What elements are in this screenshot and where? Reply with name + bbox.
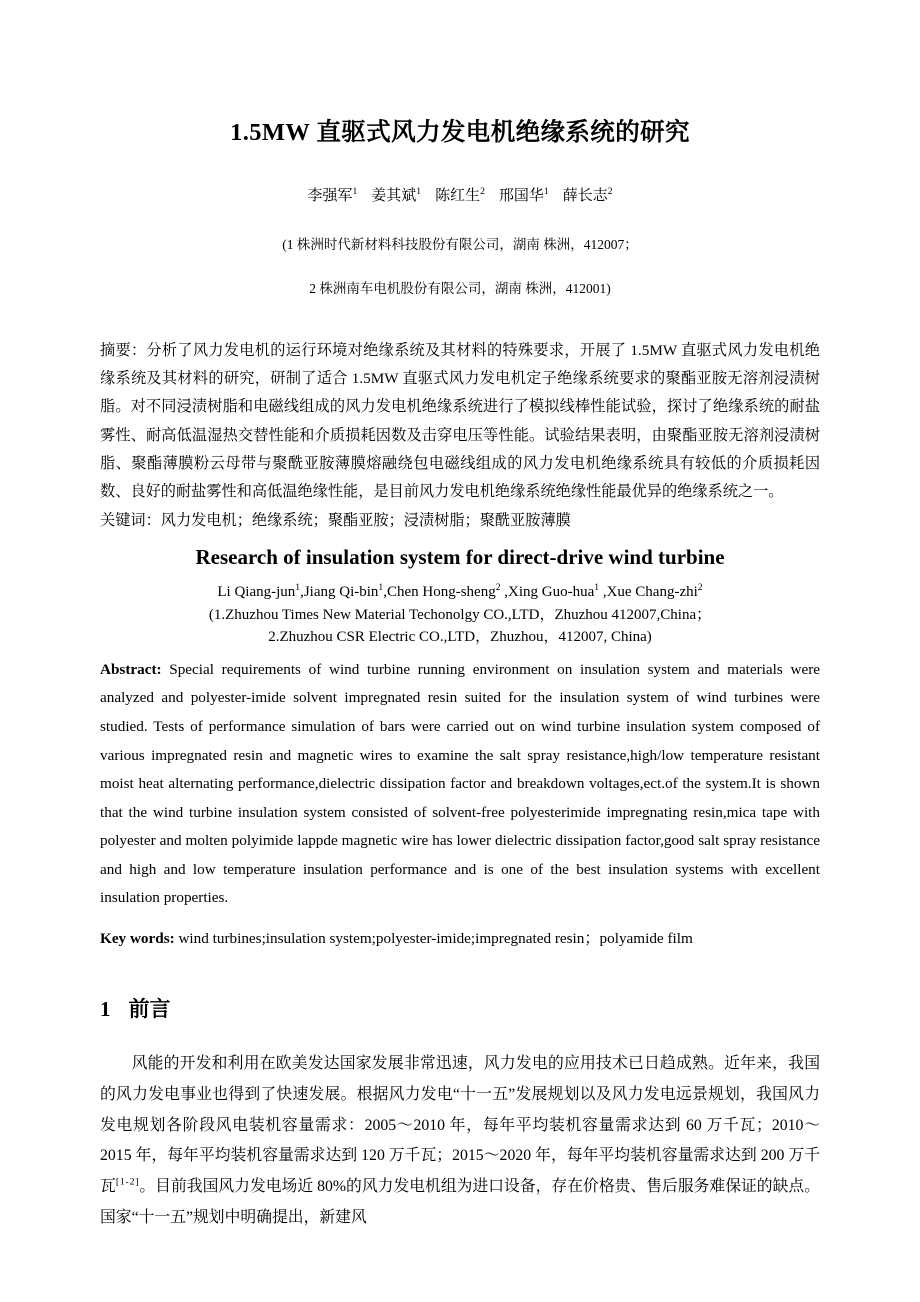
author-name: 姜其斌	[371, 187, 417, 204]
author-affiliation-marker: 1	[543, 185, 549, 197]
author-name: 薛长志	[562, 187, 608, 204]
author-entry	[498, 185, 549, 204]
english-title: Research of insulation system for direct-drive wind turbine	[195, 544, 725, 569]
author-name: 陈红生	[435, 187, 481, 204]
author-affiliation-marker: 1	[416, 185, 422, 197]
abstract-text: Special requirements of wind turbine running environment on insulation system and materials were analyzed and polyester-imide solvent impregnated resin suited for the insulation system of wind turbines were studied. Tests of performance simulation of bars were carried out on wind turbine insulation system composed of various impregnated resin and magnetic wires to examine the salt spray resistance,high/low temperature resistant moist heat alternating performance,dielectric dissipation factor and breakdown voltages,ect.of the system.It is shown that the wind turbine insulation system consisted of solvent-free polyesterimide impregnating resin,mica tape with polyester and molten polyimide lappde magnetic wire has lower dielectric dissipation factor,good salt spray resistance and high and low temperature insulation performance and is one of the best insulation systems with excellent insulation properties.	[100, 660, 820, 907]
author-affiliation-marker: 1	[594, 582, 600, 594]
english-author-list: Li Qiang-jun$^1$,Jiang Qi-bin$^1$,Chen Hong-sheng$^2$ ,Xing Guo-hua$^1$ ,Xue Chang-zhi$^2$	[217, 582, 703, 601]
author-entry	[304, 584, 383, 600]
author-entry	[387, 584, 501, 600]
author-entry	[217, 584, 300, 600]
english-affiliation-1: (1.Zhuzhou Times New Material Techonolgy CO.,LTD，Zhuzhou 412007,China；	[208, 606, 712, 623]
author-entry	[508, 584, 599, 600]
section-heading-1	[100, 954, 820, 1023]
chinese-abstract: 摘要：分析了风力发电机的运行环境对绝缘系统及其材料的特殊要求，开展了 1.5MW 直驱式风力发电机绝缘系统及其材料的研究，研制了适合 1.5MW 直驱式风力发电机定子绝缘系统要求的聚酯亚胺无溶剂浸渍树脂。对不同浸渍树脂和电磁线组成的风力发电机绝缘系统进行了模拟线棒性能试验，探讨了绝缘系统的耐盐雾性、耐高低温湿热交替性能和介质损耗因数及击穿电压等性能。试验结果表明，由聚酯亚胺无溶剂浸渍树脂、聚酯薄膜粉云母带与聚酰亚胺薄膜熔融绕包电磁线组成的风力发电机绝缘系统具有较低的介质损耗因数、良好的耐盐雾性和高低温绝缘性能，是目前风力发电机绝缘系统绝缘性能最优异的绝缘系统之一。	[100, 341, 820, 501]
paragraph-text-part-2: 。目前我国风力发电场近 80%的风力发电机组为进口设备，存在价格贵、售后服务难保证的缺点。国家“十一五”规划中明确提出，新建风	[100, 1178, 820, 1226]
author-name: 李强军	[307, 187, 353, 204]
section-number: 1	[100, 996, 111, 1021]
author-affiliation-marker: 1	[295, 582, 301, 594]
citation-reference: [1-2]	[115, 1176, 140, 1188]
author-affiliation-marker: 2	[607, 185, 613, 197]
author-entry	[307, 185, 358, 204]
body-paragraph-1	[100, 1023, 820, 1234]
keywords-text: wind turbines;insulation system;polyester-imide;impregnated resin；polyamide film	[174, 930, 693, 948]
chinese-author-list	[100, 149, 820, 208]
paragraph-text-part-1: 风能的开发和利用在欧美发达国家发展非常迅速，风力发电的应用技术已日趋成熟。近年来，我国的风力发电事业也得到了快速发展。根据风力发电“十一五”发展规划以及风力发电远景规划，我国风力发电规划各阶段风电装机容量需求：2005～2010 年，每年平均装机容量需求达到 60 万千瓦；2010～2015 年，每年平均装机容量需求达到 120 万千瓦；2015～2020 年，每年平均装机容量需求达到 200 万千瓦	[100, 1054, 820, 1196]
author-entry	[562, 185, 613, 204]
author-name: Li Qiang-jun	[217, 584, 296, 601]
section-title: 前言	[128, 996, 171, 1021]
author-affiliation-marker: 2	[697, 582, 703, 594]
author-affiliation-marker: 2	[495, 582, 501, 594]
author-affiliation-marker: 2	[480, 185, 485, 197]
chinese-affiliation-2: 2 株洲南车电机股份有限公司，湖南 株洲，412001)	[309, 281, 611, 297]
author-affiliation-marker: 1	[378, 582, 384, 594]
chinese-title: 1.5MW 直驱式风力发电机绝缘系统的研究	[230, 119, 690, 146]
chinese-affiliation-1: (1 株洲时代新材料科技股份有限公司，湖南 株洲，412007；	[282, 237, 638, 253]
author-entry	[435, 185, 485, 204]
keywords-label: Key words:	[100, 930, 175, 948]
author-name: 邢国华	[498, 187, 544, 204]
author-entry	[607, 584, 703, 600]
chinese-keywords: 关键词：风力发电机；绝缘系统；聚酯亚胺；浸渍树脂；聚酰亚胺薄膜	[100, 511, 571, 529]
author-name: Xue Chang-zhi	[606, 584, 698, 601]
english-keywords	[100, 913, 820, 954]
abstract-label: Abstract:	[100, 660, 162, 678]
author-name: Jiang Qi-bin	[303, 584, 379, 601]
english-affiliation-2: 2.Zhuzhou CSR Electric CO.,LTD，Zhuzhou，412007, China)	[268, 629, 652, 646]
english-abstract	[100, 649, 820, 913]
author-entry	[371, 185, 422, 204]
author-affiliation-marker: 1	[352, 185, 358, 197]
author-name: Xing Guo-hua	[508, 584, 595, 601]
author-name: Chen Hong-sheng	[386, 584, 496, 601]
